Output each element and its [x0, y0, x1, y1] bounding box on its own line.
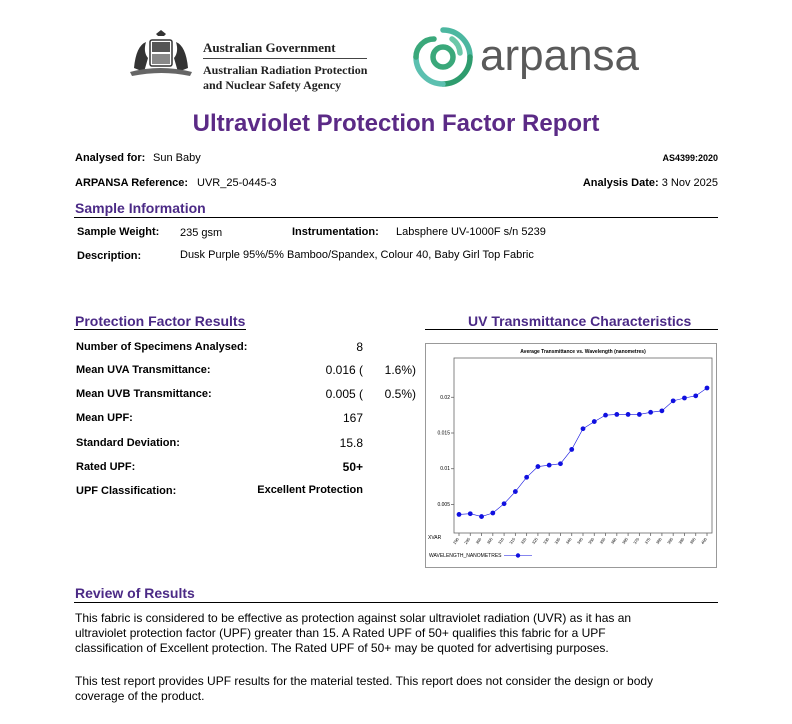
result-value: 50+: [342, 460, 363, 474]
x-tick-label: 340: [564, 536, 573, 546]
review-heading: Review of Results: [75, 585, 195, 601]
result-percent: 0.5%): [384, 387, 416, 401]
analysis-date: [583, 177, 718, 189]
x-tick-label: 300: [474, 536, 483, 546]
results-heading: Protection Factor Results: [75, 313, 246, 329]
data-point: [502, 501, 507, 506]
review-para2-line1: This test report provides UPF results for the material tested. This report does not consider the design or body: [75, 674, 654, 688]
agency-line2: and Nuclear Safety Agency: [203, 78, 342, 92]
data-point: [558, 461, 563, 466]
x-tick-label: 375: [643, 536, 652, 546]
x-tick-label: 350: [587, 536, 596, 546]
data-point: [660, 408, 665, 413]
results-rule: [74, 329, 246, 330]
result-value: 0.016 (: [325, 363, 363, 377]
data-point: [457, 512, 462, 517]
data-point: [592, 419, 597, 424]
data-point: [682, 396, 687, 401]
result-label: Mean UVA Transmittance:: [76, 364, 211, 376]
x-tick-label: 310: [496, 536, 505, 546]
report-title: Ultraviolet Protection Factor Report: [192, 110, 600, 137]
gov-divider: [203, 58, 367, 59]
x-tick-label: 390: [677, 536, 686, 546]
x-tick-label: 380: [654, 536, 663, 546]
x-tick-label: 320: [519, 536, 528, 546]
y-tick-label: 0.005: [437, 501, 450, 508]
data-point: [547, 463, 552, 468]
y-tick-label: 0.01: [440, 466, 450, 473]
instrument-label: Instrumentation:: [292, 226, 379, 238]
result-label: UPF Classification:: [76, 485, 177, 497]
chart-title: Average Transmittance vs. Wavelength (nanometres): [520, 349, 646, 355]
data-point: [671, 398, 676, 403]
data-point: [637, 412, 642, 417]
reference-label: ARPANSA Reference:: [75, 177, 189, 189]
transmittance-chart: [426, 344, 716, 567]
data-point: [648, 410, 653, 415]
chart-heading: UV Transmittance Characteristics: [468, 313, 692, 329]
result-value: 0.005 (: [325, 387, 363, 401]
data-point: [569, 447, 574, 452]
analysis-date-label: Analysis Date:: [582, 177, 659, 189]
x-tick-label: 385: [666, 536, 675, 546]
data-point: [693, 393, 698, 398]
x-tick-label: 360: [609, 536, 618, 546]
result-label: Mean UVB Transmittance:: [76, 388, 212, 400]
x-tick-label: 325: [530, 536, 539, 546]
data-point: [603, 413, 608, 418]
analysed-for-value: Sun Baby: [153, 152, 201, 164]
analysis-date-value: 3 Nov 2025: [661, 177, 718, 189]
arpansa-logo-icon: [412, 26, 474, 88]
gov-crest: [126, 28, 196, 88]
result-label: Standard Deviation:: [76, 437, 180, 449]
x-tick-label: 290: [451, 536, 460, 546]
agency-line1: Australian Radiation Protection: [203, 63, 368, 77]
sample-weight-label: Sample Weight:: [77, 226, 160, 238]
analysed-for-label: Analysed for:: [75, 152, 146, 164]
x-tick-label: 330: [542, 536, 551, 546]
data-point: [705, 386, 710, 391]
data-point: [614, 412, 619, 417]
review-para1-line3: classification of Excellent protection. The Rated UPF of 50+ may be quoted for advertising purposes.: [75, 641, 609, 655]
data-point: [581, 426, 586, 431]
data-point: [479, 514, 484, 519]
result-value: 167: [342, 411, 363, 425]
result-label: Number of Specimens Analysed:: [76, 341, 248, 353]
x-tick-label: 345: [575, 536, 584, 546]
x-tick-label: 315: [508, 536, 517, 546]
review-para2-line2: coverage of the product.: [75, 689, 205, 703]
data-point: [626, 412, 631, 417]
result-value: Excellent Protection: [257, 484, 363, 496]
x-tick-label: 365: [620, 536, 629, 546]
result-label: Mean UPF:: [76, 412, 133, 424]
chart-frame: [425, 343, 717, 568]
x-tick-label: 395: [688, 536, 697, 546]
review-para1-line1: This fabric is considered to be effective as protection against solar ultraviolet radiation (UVR) as it has an: [75, 611, 632, 625]
x-tick-label: 370: [632, 536, 641, 546]
x-tick-label: 295: [463, 536, 472, 546]
data-point: [490, 511, 495, 516]
result-value: 15.8: [339, 436, 363, 450]
data-point: [536, 464, 541, 469]
x-tick-label: 400: [699, 536, 708, 546]
y-axis-label: XVAR: [428, 535, 442, 541]
result-value: 8: [356, 340, 363, 354]
legend-label: WAVELENGTH_NANOMETRES: [429, 553, 502, 559]
instrument-value: Labsphere UV-1000F s/n 5239: [396, 226, 546, 238]
result-label: Rated UPF:: [76, 461, 136, 473]
x-tick-label: 355: [598, 536, 607, 546]
description-value: Dusk Purple 95%/5% Bamboo/Spandex, Colour 40, Baby Girl Top Fabric: [180, 249, 534, 261]
data-point: [524, 475, 529, 480]
y-tick-label: 0.02: [440, 394, 450, 401]
result-percent: 1.6%): [384, 363, 416, 377]
sample-weight-value: 235 gsm: [180, 227, 223, 239]
review-para1-line2: ultraviolet protection factor (UPF) greater than 15. A Rated UPF of 50+ qualifies this fabric for a UPF: [75, 626, 606, 640]
sample-heading: Sample Information: [75, 200, 206, 216]
reference-value: UVR_25-0445-3: [197, 177, 277, 189]
arpansa-wordmark: arpansa: [480, 31, 640, 80]
y-tick-label: 0.015: [437, 430, 450, 437]
review-rule: [74, 602, 718, 603]
data-point: [513, 489, 518, 494]
series-line: [459, 388, 707, 517]
gov-name: Australian Government: [203, 40, 336, 55]
standard-code: AS4399:2020: [662, 153, 718, 163]
sample-rule: [74, 217, 718, 218]
description-label: Description:: [77, 250, 142, 262]
data-point: [468, 511, 473, 516]
chart-rule: [425, 329, 718, 330]
x-tick-label: 335: [553, 536, 562, 546]
plot-area: [454, 358, 712, 533]
x-tick-label: 305: [485, 536, 494, 546]
legend-marker: [516, 553, 520, 557]
